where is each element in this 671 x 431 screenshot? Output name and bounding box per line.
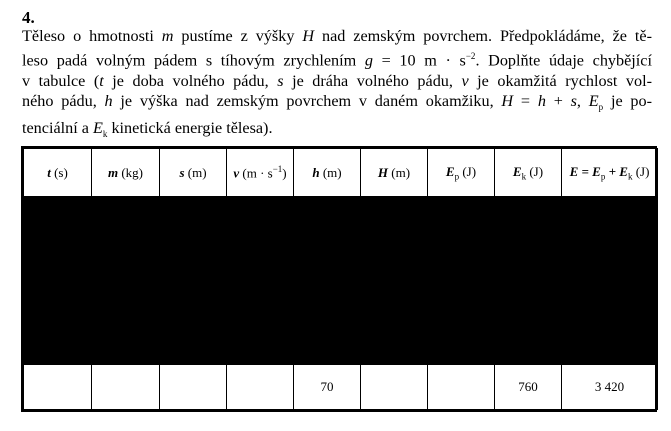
statement-line (22, 71, 652, 91)
statement-text: H (302, 27, 315, 45)
statement-text: h (104, 92, 113, 111)
table-row (24, 365, 658, 410)
statement-text: je výška nad zemským povrchem v daném okamžiku, (112, 92, 502, 111)
table-cell (24, 365, 92, 410)
statement-text: tenciální a (22, 118, 94, 137)
header-part: (J) (459, 163, 477, 179)
header-part: s (179, 164, 185, 180)
header-part: (m) (184, 164, 207, 180)
column-header (160, 149, 227, 197)
header-part: −1 (272, 163, 283, 174)
statement-text: s (570, 92, 577, 111)
table-cell (361, 365, 428, 410)
statement-text: je okamžitá rychlost vol- (468, 71, 652, 90)
header-part: v (233, 165, 240, 181)
redacted-region (24, 197, 658, 365)
header-part: m (107, 164, 119, 180)
header-part: H (377, 164, 389, 180)
header-part: (J) (526, 163, 544, 179)
statement-text: E (588, 92, 599, 111)
statement-line (22, 91, 652, 118)
data-table-frame (21, 146, 657, 412)
column-header (562, 149, 658, 197)
statement-text: je doba volného pádu, (103, 71, 278, 90)
header-part: p (600, 171, 606, 182)
table-cell (227, 365, 294, 410)
header-part: (s) (50, 164, 68, 180)
header-part: p (454, 171, 460, 182)
statement-text: p (598, 102, 604, 113)
statement-text: = 10 m · s (372, 51, 466, 70)
header-part: E (512, 163, 522, 179)
column-header (361, 149, 428, 197)
statement-text: Těleso o hmotnosti (22, 27, 162, 45)
column-header (428, 149, 495, 197)
statement-text: −2 (465, 51, 476, 62)
statement-text: H (501, 92, 514, 111)
statement-text: k (102, 129, 108, 140)
statement-line (22, 46, 652, 71)
statement-text: t (99, 71, 104, 90)
statement-text: . Doplňte údaje chybějící (475, 51, 652, 70)
table-header-row (24, 149, 658, 197)
statement-line (22, 118, 652, 145)
statement-text: pustíme z výšky (173, 27, 303, 45)
header-part: (m) (388, 164, 411, 180)
column-header (495, 149, 562, 197)
statement-text: leso padá volným pádem s tíhovým zrychlením (22, 51, 365, 70)
task-number: 4. (22, 8, 35, 27)
task-statement (22, 26, 652, 144)
statement-text: nad zemským povrchem. Předpokládáme, že tě- (314, 27, 652, 45)
column-header (24, 149, 92, 197)
header-part: k (521, 171, 527, 182)
statement-text: E (93, 118, 103, 137)
header-part: (m · s (239, 165, 273, 181)
column-header (294, 149, 361, 197)
data-table (23, 148, 658, 410)
header-part: k (627, 171, 633, 182)
statement-text: v (461, 71, 469, 90)
table-cell (428, 365, 495, 410)
statement-text: m (161, 27, 174, 45)
statement-text: + (545, 92, 571, 111)
statement-text: ného pádu, (22, 92, 105, 111)
statement-text: je dráha volného pádu, (283, 71, 462, 90)
header-part: (kg) (118, 164, 144, 180)
table-cell (160, 365, 227, 410)
table-cell (92, 365, 160, 410)
header-part: (m) (319, 164, 342, 180)
statement-text: kinetická energie tělesa). (107, 118, 273, 137)
statement-text: v tabulce ( (22, 71, 100, 90)
column-header (227, 149, 294, 197)
header-part: + E (605, 163, 628, 179)
header-part: ) (282, 165, 287, 181)
statement-text: , (576, 92, 589, 111)
column-header (92, 149, 160, 197)
statement-text: s (277, 71, 284, 90)
table-cell: 760 (495, 365, 562, 410)
header-part: E (445, 163, 455, 179)
statement-text: g (364, 51, 373, 70)
table-cell: 70 (294, 365, 361, 410)
header-part: E = E (569, 163, 601, 179)
header-part: h (312, 164, 320, 180)
statement-text: je po- (603, 92, 652, 111)
header-part: (J) (632, 163, 650, 179)
statement-text: = (513, 92, 538, 111)
statement-text: h (537, 92, 546, 111)
header-part: t (47, 164, 51, 180)
statement-line (22, 26, 652, 46)
table-cell: 3 420 (562, 365, 658, 410)
